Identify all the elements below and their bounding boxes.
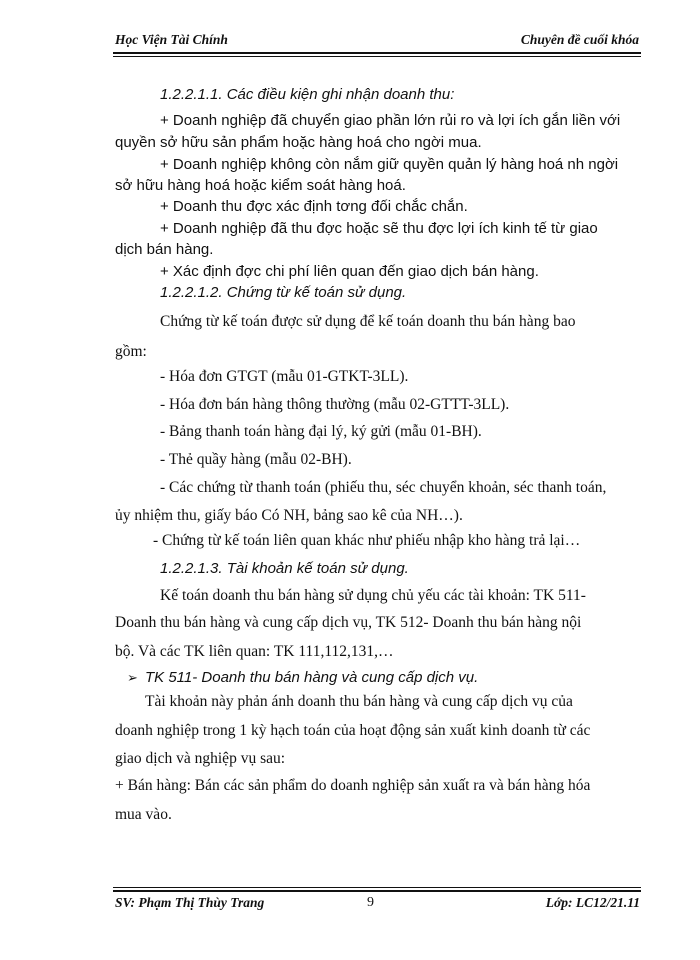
paragraph-3-line-1: Tài khoản này phản ánh doanh thu bán hàng và cung cấp dịch vụ của xyxy=(145,693,573,710)
document-item-5-line-1: - Các chứng từ thanh toán (phiếu thu, séc chuyển khoản, séc thanh toán, xyxy=(160,479,607,496)
paragraph-2-line-2: Doanh thu bán hàng và cung cấp dịch vụ, TK 512- Doanh thu bán hàng nội xyxy=(115,614,582,631)
document-item-5-line-2: ủy nhiệm thu, giấy báo Có NH, bảng sao kê của NH…). xyxy=(115,507,463,524)
condition-5: + Xác định đợc chi phí liên quan đến giao dịch bán hàng. xyxy=(160,263,539,280)
paragraph-4-line-1: + Bán hàng: Bán các sản phẩm do doanh nghiệp sản xuất ra và bán hàng hóa xyxy=(115,777,591,794)
header-institution: Học Viện Tài Chính xyxy=(115,32,228,47)
arrow-bullet-icon: ➢ xyxy=(127,670,138,685)
paragraph-3-line-2: doanh nghiệp trong 1 kỳ hạch toán của hoạt động sản xuất kinh doanh từ các xyxy=(115,722,591,739)
condition-4-line-2: dịch bán hàng. xyxy=(115,241,214,258)
condition-3: + Doanh thu đợc xác định tơng đối chắc chắn. xyxy=(160,198,468,215)
paragraph-2-line-3: bộ. Và các TK liên quan: TK 111,112,131,… xyxy=(115,643,394,660)
section-heading-1: 1.2.2.1.1. Các điều kiện ghi nhận doanh thu: xyxy=(160,86,455,103)
condition-1-line-2: quyền sở hữu sản phẩm hoặc hàng hoá cho ngời mua. xyxy=(115,134,482,151)
section-heading-2: 1.2.2.1.2. Chứng từ kế toán sử dụng. xyxy=(160,284,407,301)
paragraph-1-line-2: gồm: xyxy=(115,343,147,360)
document-item-2: - Hóa đơn bán hàng thông thường (mẫu 02-GTTT-3LL). xyxy=(160,396,510,413)
condition-2-line-1: + Doanh nghiệp không còn nắm giữ quyền quản lý hàng hoá nh ngời xyxy=(160,156,619,173)
document-item-4: - Thẻ quầy hàng (mẫu 02-BH). xyxy=(160,451,352,468)
footer-student-name: SV: Phạm Thị Thùy Trang xyxy=(115,895,265,910)
account-heading-tk511: TK 511- Doanh thu bán hàng và cung cấp dịch vụ. xyxy=(145,669,479,686)
section-heading-3: 1.2.2.1.3. Tài khoản kế toán sử dụng. xyxy=(160,560,409,577)
condition-2-line-2: sở hữu hàng hoá hoặc kiểm soát hàng hoá. xyxy=(115,177,406,194)
footer-class-code: Lớp: LC12/21.11 xyxy=(545,895,640,910)
paragraph-4-line-2: mua vào. xyxy=(115,806,172,823)
footer-rule xyxy=(113,890,641,892)
document-item-6: - Chứng từ kế toán liên quan khác như phiếu nhập kho hàng trả lại… xyxy=(153,532,581,549)
footer-rule-thin xyxy=(113,887,641,888)
header-rule xyxy=(113,52,641,54)
condition-4-line-1: + Doanh nghiệp đã thu đợc hoặc sẽ thu đợc lợi ích kinh tế từ giao xyxy=(160,220,598,237)
page-number: 9 xyxy=(367,895,374,910)
paragraph-2-line-1: Kế toán doanh thu bán hàng sử dụng chủ yếu các tài khoản: TK 511- xyxy=(160,587,586,604)
paragraph-1-line-1: Chứng từ kế toán được sử dụng để kế toán doanh thu bán hàng bao xyxy=(160,313,576,330)
paragraph-3-line-3: giao dịch và nghiệp vụ sau: xyxy=(115,750,286,767)
document-item-3: - Bảng thanh toán hàng đại lý, ký gửi (mẫu 01-BH). xyxy=(160,423,482,440)
header-title: Chuyên đề cuối khóa xyxy=(520,32,639,47)
condition-1-line-1: + Doanh nghiệp đã chuyển giao phần lớn rủi ro và lợi ích gắn liền với xyxy=(160,112,621,129)
document-item-1: - Hóa đơn GTGT (mẫu 01-GTKT-3LL). xyxy=(160,368,409,385)
header-rule-thin xyxy=(113,56,641,57)
